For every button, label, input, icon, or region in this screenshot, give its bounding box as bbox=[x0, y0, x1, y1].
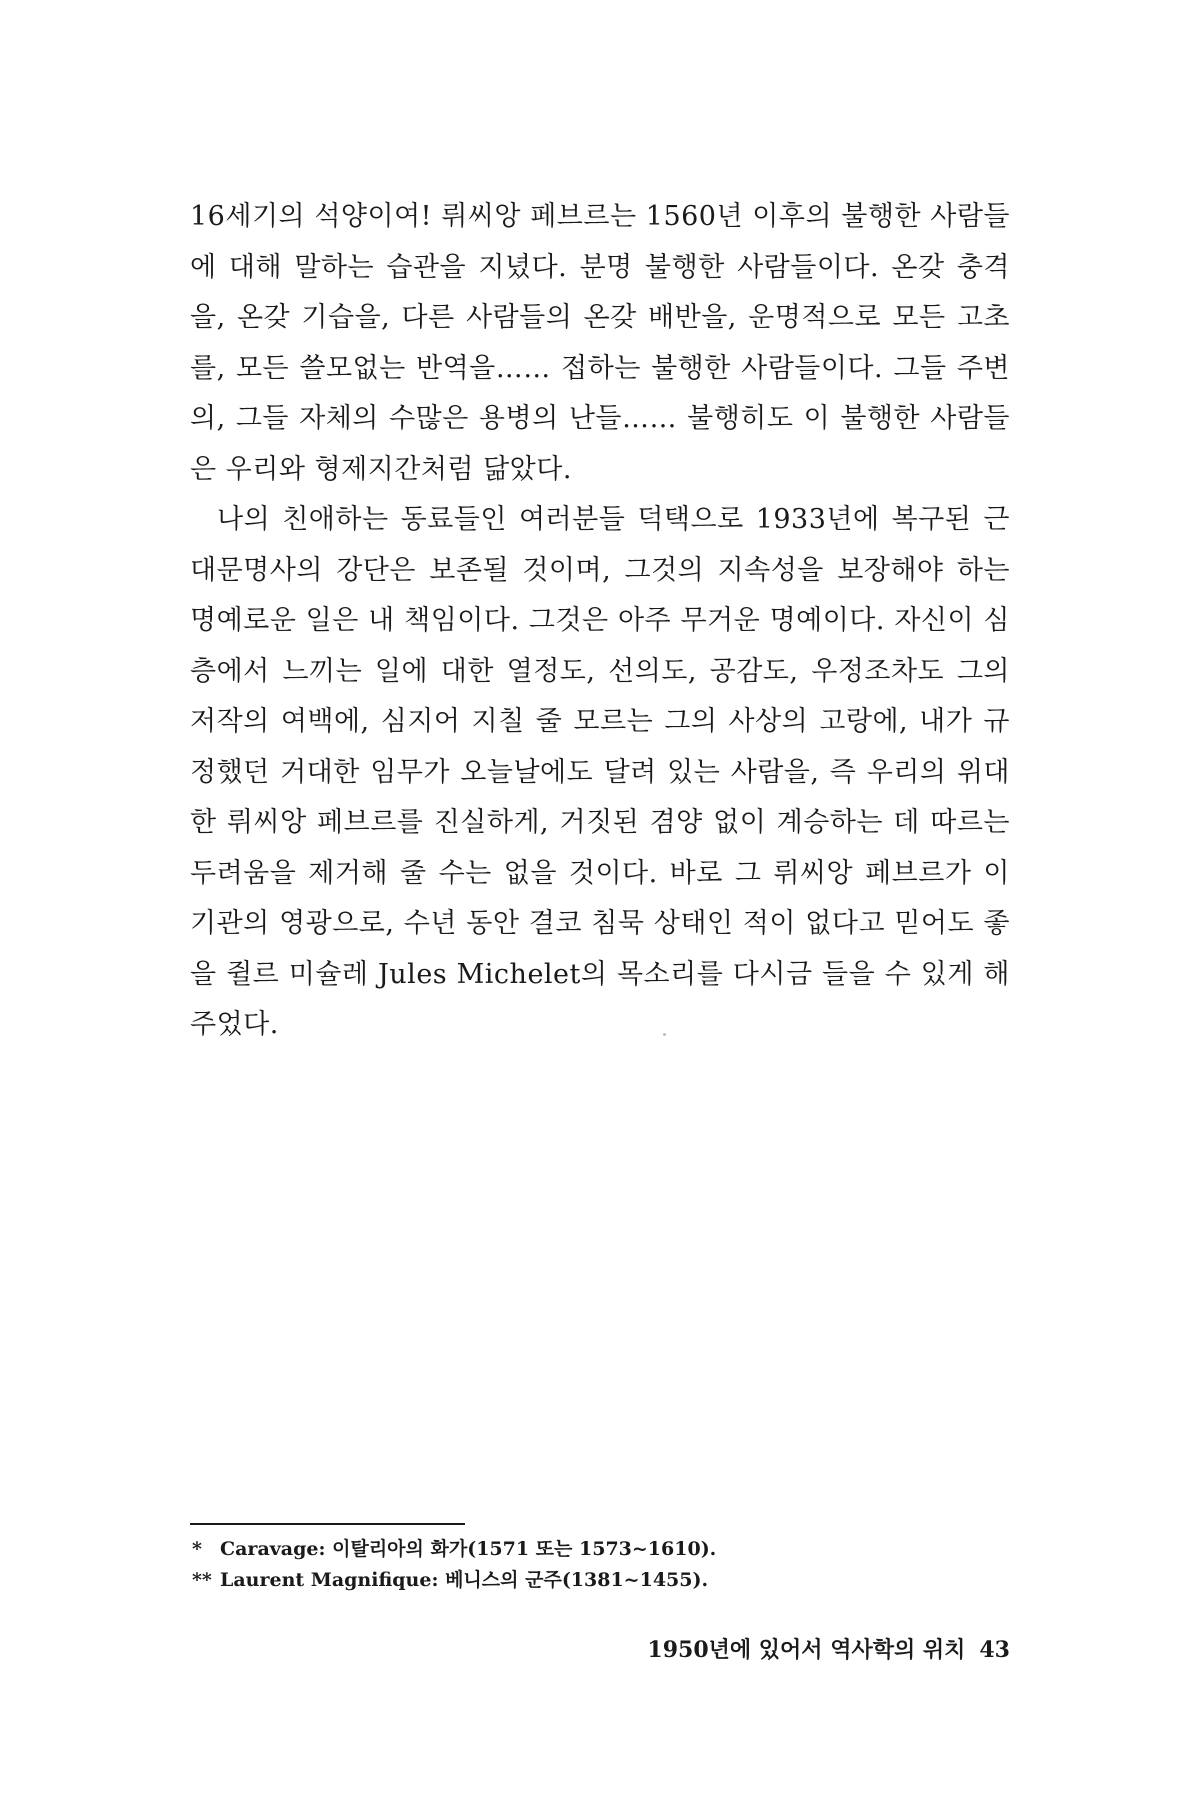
footnote-divider bbox=[190, 1523, 465, 1525]
running-title: 1950년에 있어서 역사학의 위치 bbox=[647, 1637, 966, 1663]
paragraph-2: 나의 친애하는 동료들인 여러분들 덕택으로 1933년에 복구된 근대문명사의 강단은 보존될 것이며, 그것의 지속성을 보장해야 하는 명예로운 일은 내 책임이다. 그것은 아주 무거운 명예이다. 자신이 심층에서 느끼는 일에 대한 열정도, 선의도, 공감도, 우정조차도 그의 저작의 여백에, 심지어 지칠 줄 모르는 그의 사상의 고랑에, 내가 규정했던 거대한 임무가 오늘날에도 달려 있는 사람을, 즉 우리의 위대한 뤼씨앙 페브르를 진실하게, 거짓된 겸양 없이 계승하는 데 따르는 두려움을 제거해 줄 수는 없을 것이다. 바로 그 뤼씨앙 페브르가 이 기관의 영광으로, 수년 동안 결코 침묵 상태인 적이 없다고 믿어도 좋을 쥘르 미슐레 Jules Michelet의 목소리를 다시금 들을 수 있게 해주었다. bbox=[190, 504, 1010, 1040]
footnote-2 bbox=[192, 1565, 1012, 1596]
footnotes bbox=[192, 1534, 1012, 1596]
footnote-marker: * bbox=[192, 1538, 202, 1560]
footnote-1 bbox=[192, 1534, 1012, 1565]
footnote-text: Caravage: 이탈리아의 화가(1571 또는 1573~1610). bbox=[220, 1538, 717, 1560]
footnote-text: Laurent Magnifique: 베니스의 군주(1381~1455). bbox=[220, 1569, 709, 1591]
print-speck bbox=[663, 1033, 666, 1036]
body-text bbox=[190, 192, 1010, 1051]
footnote-marker: ** bbox=[192, 1569, 212, 1591]
paragraph-1: 16세기의 석양이여! 뤼씨앙 페브르는 1560년 이후의 불행한 사람들에 대해 말하는 습관을 지녔다. 분명 불행한 사람들이다. 온갖 충격을, 온갖 기습을, 다른 사람들의 온갖 배반을, 운명적으로 모든 고초를, 모든 쓸모없는 반역을…… 접하는 불행한 사람들이다. 그들 주변의, 그들 자체의 수많은 용병의 난들…… 불행히도 이 불행한 사람들은 우리와 형제지간처럼 닮았다. bbox=[190, 201, 1010, 485]
running-footer bbox=[540, 1633, 1010, 1664]
page-number: 43 bbox=[979, 1637, 1010, 1663]
